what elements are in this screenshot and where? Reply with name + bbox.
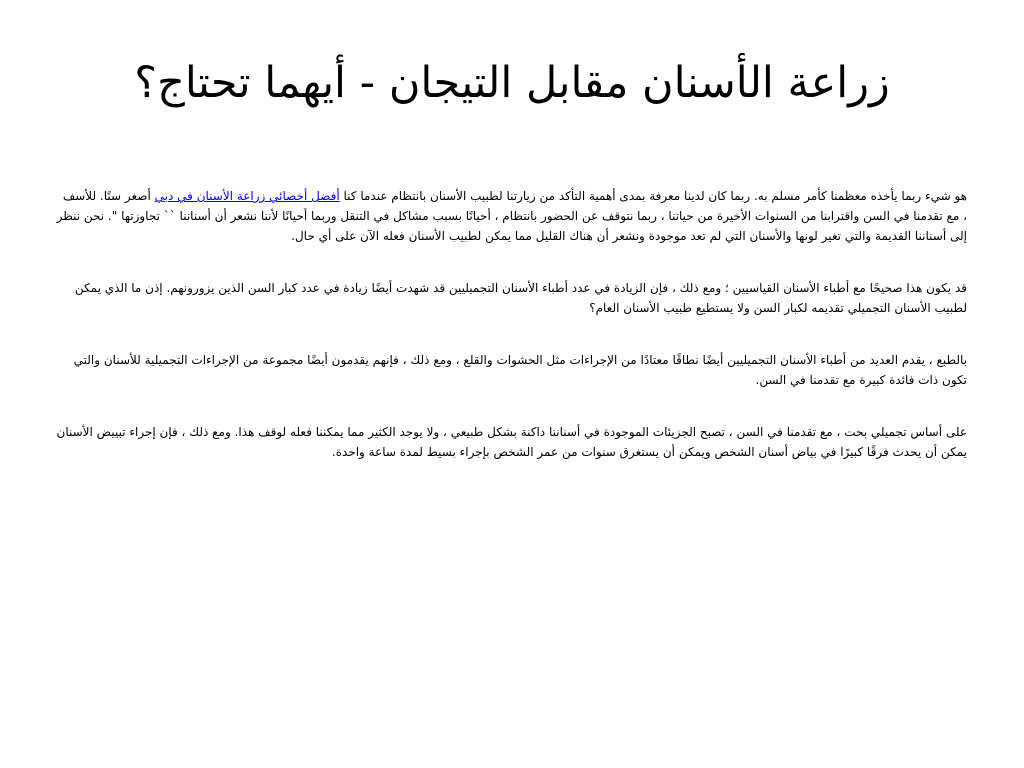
- paragraph-3: بالطبع ، يقدم العديد من أطباء الأسنان التجميليين أيضًا نطاقًا معتادًا من الإجراءات مثل الحشوات والقلع ، ومع ذلك ، فإنهم يقدمون أيضًا مجموعة من الإجراءات التجميلية للأسنان والتي تكون ذات فائدة كبيرة مع تقدمنا في السن.: [73, 353, 967, 387]
- paragraph-4: على أساس تجميلي بحت ، مع تقدمنا في السن ، تصبح الجزيئات الموجودة في أسناننا داكنة بشكل طبيعي ، ولا يوجد الكثير مما يمكننا فعله لوقف هذا. ومع ذلك ، فإن إجراء تبييض الأسنان يمكن أن يحدث فرقًا كبيرًا في بياض أسنان الشخص ويمكن أن يستغرق سنوات من عمر الشخص بإجراء بسيط لمدة ساعة واحدة.: [56, 425, 967, 459]
- paragraph-1-text-after-link: أصغر سنًا. للأسف ، مع تقدمنا في السن واقترابنا من السنوات الأخيرة من حياتنا ، ربما نتوقف عن الحضور بانتظام ، أحيانًا بسبب مشاكل في التنقل وربما أحيانًا لأننا نشعر أن أسناننا `` تجاوزتها ". نحن ننظر إلى أسناننا القديمة والتي تغير لونها والأسنان التي لم تعد موجودة ونشعر أن هناك القليل مما يمكن لطبيب الأسنان فعله الآن على أي حال.: [56, 189, 967, 243]
- article-body: [56, 186, 967, 462]
- paragraph-2: قد يكون هذا صحيحًا مع أطباء الأسنان القياسيين ؛ ومع ذلك ، فإن الزيادة في عدد أطباء الأسنان التجميليين قد شهدت أيضًا زيادة في عدد كبار السن الذين يزورونهم. إذن ما الذي يمكن لطبيب الأسنان التجميلي تقديمه لكبار السن ولا يستطيع طبيب الأسنان العام؟: [74, 281, 967, 315]
- paragraph-1: [56, 186, 967, 246]
- dubai-implant-specialist-link[interactable]: أفضل أخصائي زراعة الأسنان في دبي: [154, 189, 340, 203]
- page-title: زراعة الأسنان مقابل التيجان - أيهما تحتاج؟: [134, 58, 890, 108]
- paragraph-1-text-before-link: هو شيء ربما يأخذه معظمنا كأمر مسلم به. ربما كان لدينا معرفة بمدى أهمية التأكد من زيارتنا لطبيب الأسنان بانتظام عندما كنا: [339, 189, 967, 203]
